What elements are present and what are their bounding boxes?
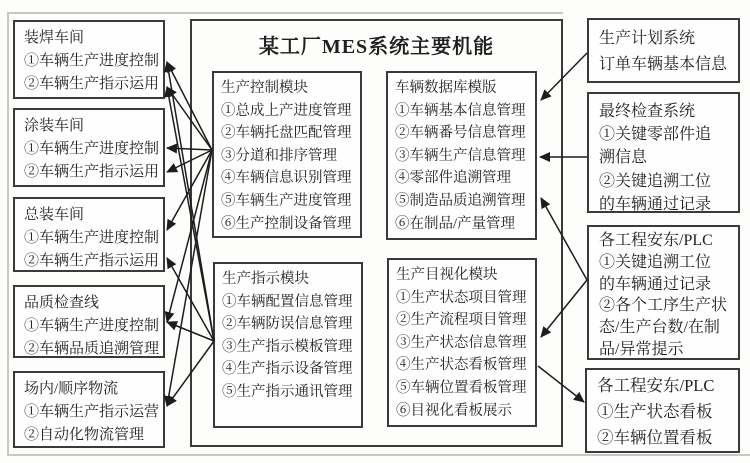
module-item: ⑤生产指示通讯管理: [222, 383, 353, 400]
production-visualization-module: [387, 258, 537, 427]
assembly-shop-box: [13, 197, 165, 272]
box-item: ①关键追溯工位的车辆通过记录: [599, 253, 712, 293]
module-item: ③分道和排序管理: [221, 147, 337, 164]
module-item: ②车辆防误信息管理: [222, 316, 353, 333]
module-item: ④生产指示设备管理: [222, 361, 353, 378]
box-item: ①车辆生产进度控制: [24, 230, 160, 246]
andon-plc-box-1: [587, 225, 740, 360]
painting-shop-box: [13, 108, 165, 187]
module-item: ①生产状态项目管理: [396, 289, 527, 306]
module-item: ②车辆番号信息管理: [395, 125, 526, 142]
module-title: 生产控制模块: [221, 80, 308, 96]
module-item: ①车辆配置信息管理: [222, 293, 353, 310]
box-item: ②车辆生产指示运用: [24, 253, 160, 269]
quality-inspection-box: [13, 285, 165, 358]
module-title: 生产目视化模块: [396, 267, 498, 283]
box-item: ①车辆生产进度控制: [24, 141, 160, 157]
module-title: 车辆数据库模版: [395, 80, 497, 96]
module-item: ⑤车辆位置看板管理: [396, 379, 527, 396]
box-title: 总装车间: [24, 207, 85, 223]
module-item: ⑥生产控制设备管理: [221, 215, 352, 232]
final-inspection-box: [587, 92, 740, 213]
box-item: ②车辆生产指示运用: [24, 164, 160, 180]
andon-plc-box-2: [585, 368, 740, 453]
box-title: 场内/顺序物流: [24, 381, 119, 397]
box-title: 生产计划系统: [599, 30, 696, 47]
module-item: ⑤车辆生产进度管理: [221, 192, 352, 209]
module-item: ①车辆基本信息管理: [395, 102, 526, 119]
box-item: ②关键追溯工位的车辆通过记录: [599, 172, 712, 213]
diagram-title: 某工厂MES系统主要机能: [258, 36, 495, 58]
frame-line-bottom: [7, 454, 750, 456]
box-item: ②各个工序生产状态/生产台数/在制品/异常提示: [599, 297, 728, 358]
module-title: 生产指示模块: [222, 271, 309, 287]
frame-line-left: [7, 12, 9, 456]
module-item: ⑤制造品质追溯管理: [395, 192, 526, 209]
box-item: ②车辆生产指示运用: [24, 76, 160, 92]
welding-shop-box: [13, 20, 165, 99]
module-item: ④零部件追溯管理: [395, 170, 511, 187]
box-item: ①关键零部件追溯信息: [599, 126, 712, 167]
box-title: 品质检查线: [24, 295, 100, 311]
module-item: ⑥在制品/产量管理: [395, 215, 516, 232]
box-item: ①车辆生产指示运营: [24, 404, 160, 420]
module-item: ③生产指示模板管理: [222, 338, 353, 355]
box-item: ①车辆生产进度控制: [24, 53, 160, 69]
module-item: ⑥目视化看板展示: [396, 402, 512, 419]
box-item: ②车辆品质追溯管理: [24, 341, 160, 357]
box-title: 涂装车间: [24, 118, 85, 134]
module-item: ④生产状态看板管理: [396, 357, 527, 374]
box-item: ②车辆位置看板: [597, 428, 713, 447]
box-title: 各工程安东/PLC: [599, 232, 713, 249]
logistics-box: [13, 371, 165, 448]
box-item: ①生产状态看板: [597, 402, 713, 421]
production-planning-box: [587, 18, 740, 83]
module-item: ②生产流程项目管理: [396, 312, 527, 329]
box-title: 最终检查系统: [599, 103, 696, 120]
module-item: ③生产状态信息管理: [396, 334, 527, 351]
module-item: ③车辆生产信息管理: [395, 147, 526, 164]
module-item: ②车辆托盘匹配管理: [221, 125, 352, 142]
box-item: ①车辆生产进度控制: [24, 318, 160, 334]
module-item: ①总成上产进度管理: [221, 102, 352, 119]
module-item: ④车辆信息识别管理: [221, 170, 352, 187]
box-title: 装焊车间: [24, 30, 85, 46]
production-control-module: [212, 71, 362, 238]
production-instruction-module: [213, 262, 363, 428]
frame-line-top: [7, 12, 563, 14]
box-title: 各工程安东/PLC: [597, 376, 715, 395]
vehicle-database-module: [386, 71, 537, 240]
box-item: ②自动化物流管理: [24, 427, 145, 443]
box-item: 订单车辆基本信息: [599, 56, 728, 73]
